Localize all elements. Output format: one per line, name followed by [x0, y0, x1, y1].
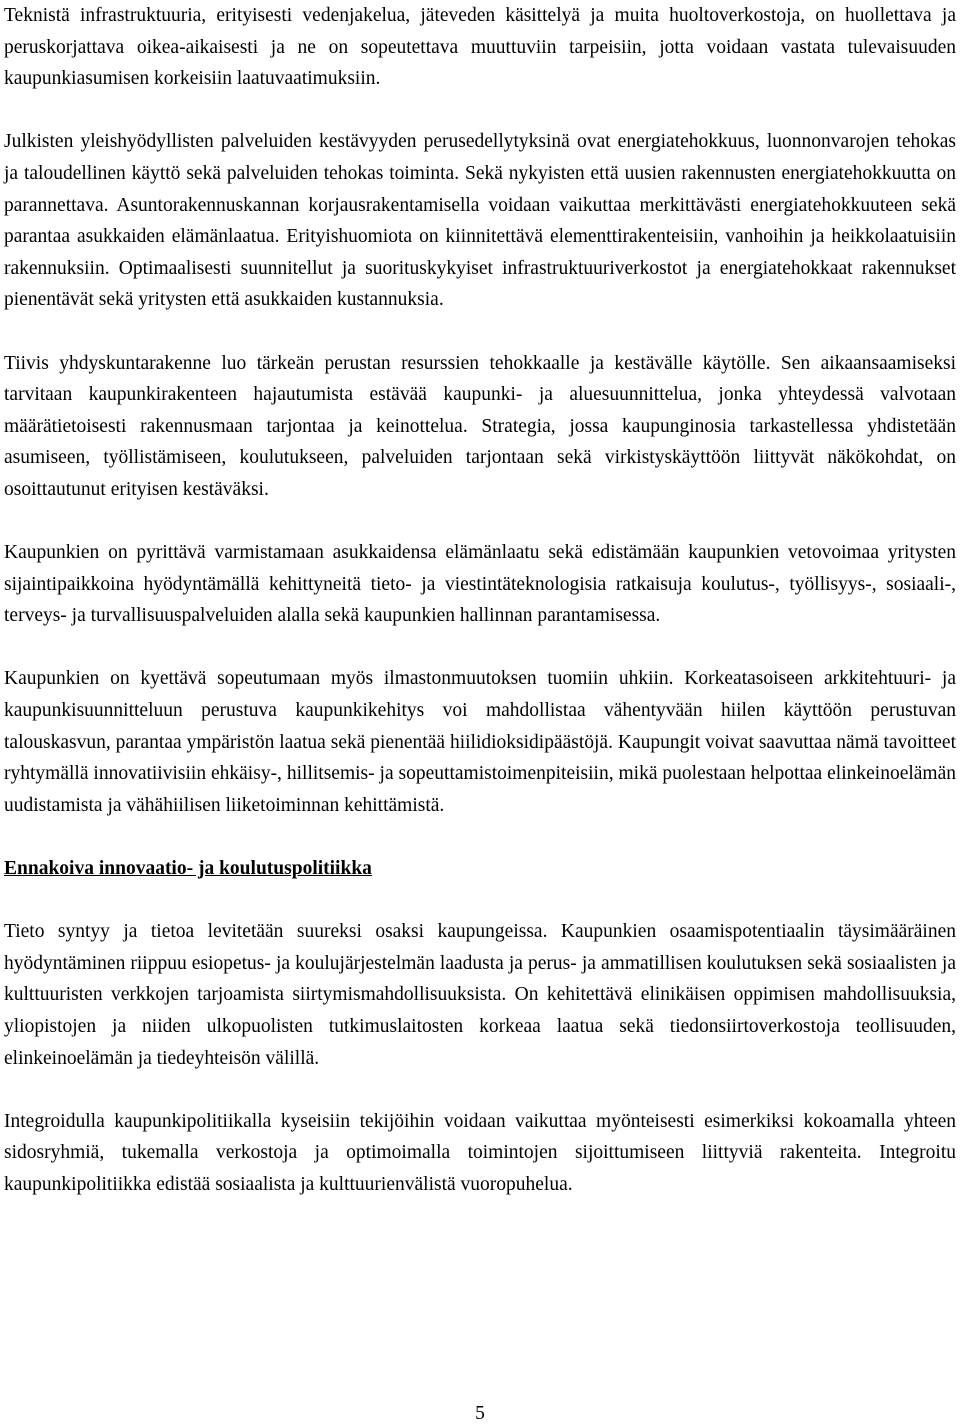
section-heading: Ennakoiva innovaatio- ja koulutuspolitiikka [4, 858, 372, 880]
page-number: 5 [475, 1403, 485, 1424]
paragraph-urban-structure: Tiivis yhdyskuntarakenne luo tärkeän perustan resurssien tehokkaalle ja kestävälle käytölle. Sen aikaansaamiseksi tarvitaan kaupunkirakenteen hajautumista estävää kaupunki- ja aluesuunnittelua, jonka yhteydessä valvotaan määrätietoisesti rakennusmaan tarjontaa ja keinottelua. Strategia, jossa kaupunginosia tarkastellessa yhdistetään asumiseen, työllistämiseen, koulutukseen, palveluiden tarjontaan sekä virkistyskäyttöön liittyvät näkökohdat, on osoittautunut erityisen kestäväksi. [4, 352, 956, 500]
paragraph-climate-change: Kaupunkien on kyettävä sopeutumaan myös ilmastonmuutoksen tuomiin uhkiin. Korkeatasoiseen arkkitehtuuri- ja kaupunkisuunnitteluun perustuva kaupunkikehitys voi mahdollistaa vähentyvään hiilen käyttöön perustuvan talouskasvun, parantaa ympäristön laatua sekä pienentää hiilidioksidipäästöjä. Kaupungit voivat saavuttaa nämä tavoitteet ryhtymällä innovatiivisiin ehkäisy-, hillitsemis- ja sopeuttamistoimenpiteisiin, mikä puolestaan helpottaa elinkeinoelämän uudistamista ja vähähiilisen liiketoiminnan kehittämistä. [4, 668, 956, 816]
paragraph-integrated-policy: Integroidulla kaupunkipolitiikalla kyseisiin tekijöihin voidaan vaikuttaa myönteisesti esimerkiksi kokoamalla yhteen sidosryhmiä, tukemalla verkostoja ja optimoimalla toimintojen sijoittumiseen liittyviä rakenteita. Integroitu kaupunkipolitiikka edistää sosiaalista ja kulttuurienvälistä vuoropuhelua. [4, 1110, 956, 1195]
paragraph-infrastructure: Teknistä infrastruktuuria, erityisesti vedenjakelua, jäteveden käsittelyä ja muita huoltoverkostoja, on huollettava ja peruskorjattava oikea-aikaisesti ja ne on sopeutettava muuttuviin tarpeisiin, jotta voidaan vastata tulevaisuuden kaupunkiasumisen korkeisiin laatuvaatimuksiin. [4, 5, 956, 90]
paragraph-knowledge: Tieto syntyy ja tietoa levitetään suureksi osaksi kaupungeissa. Kaupunkien osaamispotentiaalin täysimääräinen hyödyntäminen riippuu esiopetus- ja koulujärjestelmän laadusta ja perus- ja ammatillisen koulutuksen sekä sosiaalisten ja kulttuuristen verkkojen tarjoamista siirtymismahdollisuuksista. On kehitettävä elinikäisen oppimisen mahdollisuuksia, yliopistojen ja niiden ulkopuolisten tutkimuslaitosten korkeaa laatua sekä tiedonsiirtoverkostoja teollisuuden, elinkeinoelämän ja tiedeyhteisön välillä. [4, 921, 956, 1069]
paragraph-public-services: Julkisten yleishyödyllisten palveluiden kestävyyden perusedellytyksinä ovat energiatehokkuus, luonnonvarojen tehokas ja taloudellinen käyttö sekä palveluiden tehokas toiminta. Sekä nykyisten että uusien rakennusten energiatehokkuutta on parannettava. Asuntorakennuskannan korjausrakentamisella voidaan vaikuttaa merkittävästi energiatehokkuuteen sekä parantaa asukkaiden elämänlaatua. Erityishuomiota on kiinnitettävä elementtirakenteisiin, vanhoihin ja heikkolaatuisiin rakennuksiin. Optimaalisesti suunnitellut ja suorituskykyiset infrastruktuuriverkostot ja energiatehokkaat rakennukset pienentävät sekä yritysten että asukkaiden kustannuksia. [4, 131, 956, 311]
document-page [4, 0, 956, 1232]
paragraph-quality-of-life: Kaupunkien on pyrittävä varmistamaan asukkaidensa elämänlaatu sekä edistämään kaupunkien vetovoimaa yritysten sijaintipaikkoina hyödyntämällä kehittyneitä tieto- ja viestintäteknologisia ratkaisuja koulutus-, työllisyys-, sosiaali-, terveys- ja turvallisuuspalveluiden alalla sekä kaupunkien hallinnan parantamisessa. [4, 542, 956, 627]
